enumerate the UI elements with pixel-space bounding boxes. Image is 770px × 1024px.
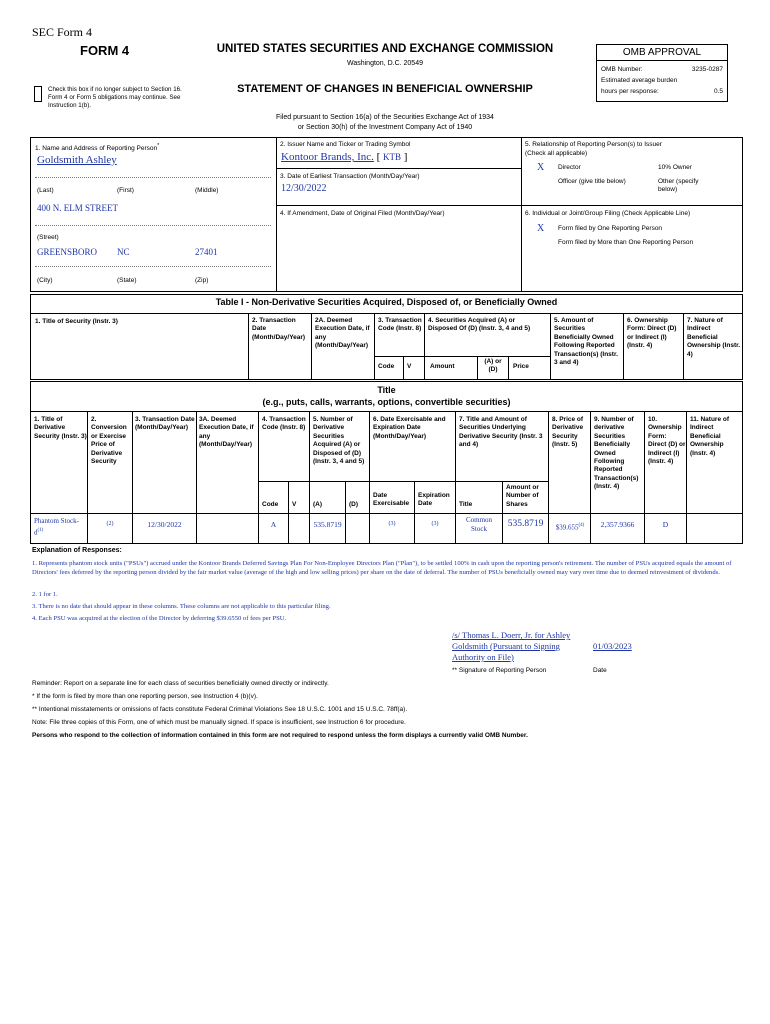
t1-col-date: 2. Transaction Date (Month/Day/Year) — [252, 317, 306, 341]
t2-row-conversion: (2) — [106, 521, 114, 527]
signature-date-label: Date — [593, 667, 607, 674]
filing-type-label: 6. Individual or Joint/Group Filing (Check Applicable Line) — [525, 210, 691, 217]
footnote-1: 1. Represents phantom stock units ("PSUs") accrued under the Kontoor Brands Deferred Savings Plan For Non-Employee Directors Plan ("Plan"), to be settled 100% in cash upon the reporting person's retirement. The number of PSUs acquired equals the amount of Directors' fees deferred by the reporting person divided by the fair market value (average of the high and low selling prices) per share on the date of deferral. The number of PSUs beneficially owned may vary over time due to deemed reinvestment of dividends. — [32, 560, 732, 576]
other-label: Other (specify below) — [658, 178, 699, 194]
t2-row-price: $39.655$^{(4)}$ — [555, 523, 585, 532]
table-1-title: Table I - Non-Derivative Securities Acquired, Disposed of, or Beneficially Owned — [215, 297, 558, 307]
t2-col-title: 1. Title of Derivative Security (Instr. 3) — [34, 416, 87, 440]
statement-title: STATEMENT OF CHANGES IN BENEFICIAL OWNERSHIP — [237, 83, 533, 95]
t2-col-price: 8. Price of Derivative Security (Instr. 5) — [552, 416, 584, 449]
omb-burden-label: Estimated average burden — [601, 77, 678, 84]
t2-sub-code: Code — [262, 501, 279, 508]
reporting-person-name[interactable]: Goldsmith Ashley — [37, 154, 117, 166]
section16-checkbox[interactable] — [34, 86, 42, 102]
street-address: 400 N. ELM STREET — [37, 203, 118, 213]
multi-person-note: * If the form is filed by more than one reporting person, see Instruction 4 (b)(v). — [32, 693, 258, 700]
t1-col-ownership-form: 6. Ownership Form: Direct (D) or Indirect (I) (Instr. 4) — [627, 317, 677, 350]
t1-sub-amount: Amount — [430, 363, 455, 370]
t2-row-shares: 535.8719 — [507, 519, 544, 529]
agency-name: UNITED STATES SECURITIES AND EXCHANGE COMMISSION — [216, 43, 554, 55]
footnote-3: 3. There is no date that should appear in these columns. These columns are not applicable to this particular filing. — [32, 603, 331, 610]
section16-checkbox-label: Check this box if no longer subject to Section 16. Form 4 or Form 5 obligations may continue. See Instruction 1(b). — [48, 86, 182, 109]
t2-sub-a: (A) — [313, 501, 323, 508]
earliest-transaction-date: 12/30/2022 — [281, 183, 327, 194]
issuer-ticker[interactable]: KTB — [383, 152, 402, 162]
form-title: FORM 4 — [80, 43, 130, 58]
street-label: (Street) — [37, 234, 59, 241]
issuer-label: 2. Issuer Name and Ticker or Trading Symbol — [280, 141, 411, 148]
ten-percent-owner-label: 10% Owner — [658, 164, 692, 171]
first-name-label: (First) — [117, 187, 134, 194]
t2-sub-title: Title — [459, 501, 473, 508]
t2-col-conversion: 2. Conversion or Exercise Price of Derivative Security — [91, 416, 127, 466]
omb-number-value: 3235-0287 — [691, 66, 723, 73]
t1-sub-aord: (A) or (D) — [484, 358, 502, 374]
t2-row-form: D — [662, 520, 669, 529]
t2-row-amount: 535.8719 — [313, 520, 342, 529]
director-checkmark[interactable]: X — [537, 162, 545, 173]
officer-label: Officer (give title below) — [558, 178, 626, 185]
t2-row-code: A — [270, 520, 277, 529]
copies-note: Note: File three copies of this Form, one of which must be manually signed. If space is insufficient, see Instruction 6 for procedure. — [32, 719, 406, 726]
amendment-label: 4. If Amendment, Date of Original Filed (Month/Day/Year) — [280, 210, 445, 217]
t2-sub-v: V — [292, 501, 297, 508]
signature[interactable]: /s/ Thomas L. Doerr, Jr. for Ashley Goldsmith (Pursuant to Signing Authority on File) — [452, 630, 571, 662]
reminder-text: Reminder: Report on a separate line for each class of securities beneficially owned directly or indirectly. — [32, 680, 329, 687]
omb-hours-label: hours per response: — [601, 88, 659, 95]
t1-sub-v: V — [407, 363, 412, 370]
filed-pursuant-line1: Filed pursuant to Section 16(a) of the Securities Exchange Act of 1934 — [276, 114, 494, 121]
t2-col-form: 10. Ownership Form: Direct (D) or Indirect (I) (Instr. 4) — [648, 416, 686, 466]
signature-label: ** Signature of Reporting Person — [452, 667, 547, 674]
t2-sub-date-exercisable: Date Exercisable — [373, 492, 410, 508]
t2-col-deemed: 3A. Deemed Execution Date, if any (Month/Day/Year) — [199, 416, 254, 449]
explanation-heading: Explanation of Responses: — [32, 547, 122, 554]
t1-col-nature: 7. Nature of Indirect Beneficial Ownership (Instr. 4) — [687, 317, 741, 358]
t2-col-exercisable: 6. Date Exercisable and Expiration Date (Month/Day/Year) — [373, 416, 446, 440]
table-2-subtitle: (e.g., puts, calls, warrants, options, convertible securities) — [262, 397, 511, 407]
agency-location: Washington, D.C. 20549 — [346, 60, 423, 67]
omb-number-label: OMB Number: — [601, 66, 643, 73]
t1-col-acquired: 4. Securities Acquired (A) or Disposed Of (D) (Instr. 3, 4 and 5) — [428, 317, 531, 333]
issuer-name-ticker: Kontoor Brands, Inc. [ KTB ] — [281, 151, 408, 163]
t2-row-date-exercisable: (3) — [388, 521, 396, 527]
filed-pursuant-line2: or Section 30(h) of the Investment Company Act of 1940 — [297, 124, 473, 131]
transaction-date-label: 3. Date of Earliest Transaction (Month/Day/Year) — [280, 173, 420, 180]
t2-row-security: Phantom Stock- $d^{(1)}$ — [34, 517, 79, 537]
relationship-check-label: (Check all applicable) — [525, 150, 588, 157]
multi-person-option: Form filed by More than One Reporting Person — [558, 239, 694, 246]
city-label: (City) — [37, 277, 53, 284]
reporting-person-label: 1. Name and Address of Reporting Person* — [35, 143, 160, 153]
t2-sub-d: (D) — [349, 501, 359, 508]
last-name-label: (Last) — [37, 187, 54, 194]
t2-col-underlying: 7. Title and Amount of Securities Underlying Derivative Security (Instr. 3 and 4) — [459, 416, 543, 449]
t1-col-code: 3. Transaction Code (Instr. 8) — [378, 317, 422, 333]
t2-col-owned: 9. Number of derivative Securities Beneficially Owned Following Reported Transaction(s) (Instr. 4) — [594, 416, 639, 491]
omb-notice: Persons who respond to the collection of information contained in this form are not required to respond unless the form displays a currently valid OMB Number. — [32, 732, 528, 739]
t2-col-nature: 11. Nature of Indirect Beneficial Ownership (Instr. 4) — [690, 416, 730, 457]
t2-col-date: 3. Transaction Date (Month/Day/Year) — [135, 416, 195, 432]
t1-col-amount-owned: 5. Amount of Securities Beneficially Owned Following Reported Transaction(s) (Instr. 3 and 4) — [554, 317, 618, 367]
violations-note: ** Intentional misstatements or omissions of facts constitute Federal Criminal Violations See 18 U.S.C. 1001 and 15 U.S.C. 78ff(a). — [32, 706, 408, 713]
director-label: Director — [558, 164, 581, 171]
omb-title: OMB APPROVAL — [597, 45, 727, 61]
t2-row-date: 12/30/2022 — [147, 520, 182, 529]
t1-sub-price: Price — [513, 363, 529, 370]
t2-sub-amount-shares: Amount or Number of Shares — [506, 484, 539, 508]
table-2-title: Title — [377, 385, 396, 395]
sec-form-label: SEC Form 4 — [32, 25, 93, 39]
t1-col-deemed: 2A. Deemed Execution Date, if any (Month/Day/Year) — [315, 317, 370, 350]
t2-row-owned: 2,357.9366 — [600, 520, 635, 529]
t2-col-code: 4. Transaction Code (Instr. 8) — [262, 416, 306, 432]
city-value: GREENSBORO — [37, 247, 98, 257]
one-person-checkmark[interactable]: X — [537, 223, 545, 234]
relationship-label: 5. Relationship of Reporting Person(s) to Issuer — [525, 141, 662, 148]
t1-sub-code: Code — [378, 363, 395, 370]
issuer-name[interactable]: Kontoor Brands, Inc. — [281, 151, 374, 163]
omb-hours-value: 0.5 — [713, 88, 723, 95]
zip-label: (Zip) — [195, 277, 209, 284]
t2-row-title: Common Stock — [465, 516, 493, 533]
t2-sub-expiration: Expiration Date — [418, 492, 450, 508]
middle-name-label: (Middle) — [195, 187, 219, 194]
t1-col-title: 1. Title of Security (Instr. 3) — [35, 318, 118, 325]
state-label: (State) — [117, 277, 137, 284]
one-person-option: Form filed by One Reporting Person — [558, 225, 663, 232]
t2-row-expiration: (3) — [431, 521, 439, 527]
omb-approval-box — [596, 44, 728, 102]
t2-col-number: 5. Number of Derivative Securities Acquired (A) or Disposed of (D) (Instr. 3, 4 and 5) — [313, 416, 365, 466]
state-value: NC — [117, 247, 130, 257]
footnote-2: 2. 1 for 1. — [32, 591, 58, 598]
zip-value: 27401 — [195, 247, 218, 257]
footnote-4: 4. Each PSU was acquired at the election of the Director by deferring $39.6550 of fees per PSU. — [32, 615, 287, 622]
signature-date: 01/03/2023 — [593, 641, 632, 651]
